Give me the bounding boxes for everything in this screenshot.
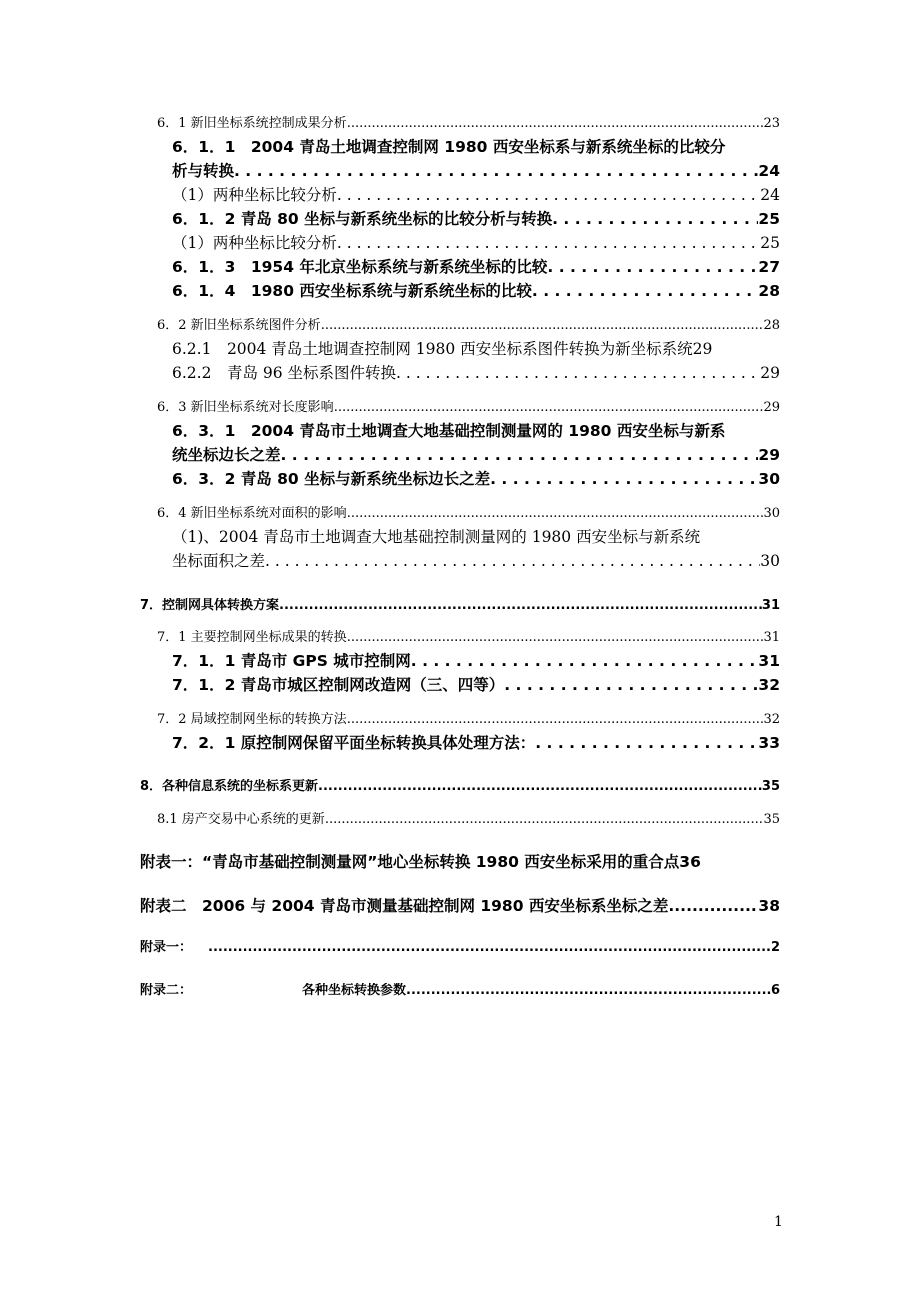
toc-title: 6.2.2 青岛 96 坐标系图件转换: [172, 364, 397, 382]
toc-entry-appendix-table-2[interactable]: [140, 896, 780, 916]
toc-leader: [547, 256, 758, 278]
toc-leader: [334, 400, 764, 416]
toc-leader: [411, 650, 759, 672]
toc-title: 6．1．4 1980 西安坐标系统与新系统坐标的比较: [172, 282, 532, 300]
toc-page: 30: [760, 552, 780, 570]
toc-leader: [279, 598, 762, 614]
toc-page: 29: [763, 400, 780, 415]
toc-leader: [347, 506, 764, 522]
toc-leader: [281, 444, 759, 466]
toc-leader: [347, 712, 764, 728]
toc-entry-6-2-1[interactable]: 6.2.1 2004 青岛土地调查控制网 1980 西安坐标系图件转换为新坐标系统29: [172, 340, 713, 358]
toc-entry-6-4-a-line1[interactable]: （1)、2004 青岛市土地调查大地基础控制测量网的 1980 西安坐标与新系统: [172, 528, 701, 546]
toc-entry-6-1-1[interactable]: [172, 160, 780, 182]
toc-leader: [347, 630, 764, 646]
toc-title: 6．2 新旧坐标系统图件分析: [157, 318, 321, 333]
toc-title: 7．1．2 青岛市城区控制网改造网（三、四等）: [172, 676, 505, 694]
toc-entry-6-1-1-line1[interactable]: 6．1．1 2004 青岛土地调查控制网 1980 西安坐标系与新系统坐标的比较分: [172, 138, 726, 156]
toc-entry-8[interactable]: [140, 779, 780, 795]
toc-entry-6-3-1[interactable]: [172, 444, 780, 466]
toc-entry-6-3-2[interactable]: [172, 468, 780, 490]
toc-entry-6-4-a[interactable]: [172, 550, 780, 572]
toc-page: 29: [760, 364, 780, 382]
toc-page: 23: [763, 116, 780, 131]
toc-title: 统坐标边长之差: [172, 446, 281, 464]
toc-page: 30: [763, 506, 780, 521]
toc-entry-appendix-2[interactable]: [140, 983, 780, 999]
toc-entry-7-2-1[interactable]: [172, 732, 780, 754]
toc-page: 27: [758, 258, 780, 276]
toc-page: 6: [770, 983, 780, 998]
toc-entry-6-3[interactable]: [157, 400, 780, 416]
toc-page: 28: [763, 318, 780, 333]
toc-leader: [406, 983, 771, 999]
toc-title: 7．1 主要控制网坐标成果的转换: [157, 630, 347, 645]
toc-title: 8.1 房产交易中心系统的更新: [157, 812, 325, 827]
toc-entry-6-1-4[interactable]: [172, 280, 780, 302]
toc-page: 33: [758, 734, 780, 752]
toc-title: 7．1．1 青岛市 GPS 城市控制网: [172, 652, 411, 670]
toc-leader: [552, 208, 758, 230]
toc-title: 附录二：: [140, 983, 193, 998]
page-number: 1: [774, 1214, 783, 1230]
toc-entry-8-1[interactable]: [157, 812, 780, 828]
toc-leader: [318, 779, 762, 795]
toc-title: 8．各种信息系统的坐标系更新: [140, 779, 319, 794]
toc-title: 6．1．2 青岛 80 坐标与新系统坐标的比较分析与转换: [172, 210, 553, 228]
toc-title: 6．1 新旧坐标系统控制成果分析: [157, 116, 347, 131]
toc-entry-6-1-3[interactable]: [172, 256, 780, 278]
toc-leader: [265, 550, 760, 572]
toc-entry-6-1-2-a[interactable]: [172, 232, 780, 254]
toc-page: 31: [763, 630, 780, 645]
toc-title: 6．4 新旧坐标系统对面积的影响: [157, 506, 347, 521]
toc-title: 附表二 2006 与 2004 青岛市测量基础控制网 1980 西安坐标系坐标之差: [140, 897, 669, 915]
toc-entry-appendix-table-1[interactable]: 附表一：“青岛市基础控制测量网”地心坐标转换 1980 西安坐标采用的重合点36: [140, 853, 701, 871]
toc-page: 2: [770, 940, 780, 955]
toc-page: 35: [761, 779, 780, 794]
toc-leader: [337, 184, 760, 206]
toc-page: 32: [763, 712, 780, 727]
toc-leader: [396, 362, 760, 384]
toc-page: 24: [760, 186, 780, 204]
toc-entry-appendix-1[interactable]: [140, 940, 780, 956]
toc-title: 6．3．2 青岛 80 坐标与新系统坐标边长之差: [172, 470, 491, 488]
toc-leader: [234, 160, 758, 182]
toc-leader: [535, 732, 758, 754]
toc-entry-6-1-1-a[interactable]: [172, 184, 780, 206]
toc-page: 38: [758, 897, 780, 915]
toc-entry-6-4[interactable]: [157, 506, 780, 522]
toc-entry-6-2[interactable]: [157, 318, 780, 334]
toc-leader: [504, 674, 758, 696]
toc-page: 28: [758, 282, 780, 300]
toc-leader: [321, 318, 764, 334]
toc-title: 7．控制网具体转换方案: [140, 598, 280, 613]
toc-page: 32: [758, 676, 780, 694]
toc-title-b: 各种坐标转换参数: [302, 983, 407, 998]
toc-entry-6-1[interactable]: [157, 116, 780, 132]
toc-title: 6．1．3 1954 年北京坐标系统与新系统坐标的比较: [172, 258, 548, 276]
toc-title: 附录一：: [140, 940, 193, 955]
toc-leader: [490, 468, 758, 490]
toc-page: 24: [758, 162, 780, 180]
toc-entry-6-1-2[interactable]: [172, 208, 780, 230]
toc-entry-7[interactable]: [140, 598, 780, 614]
toc-entry-7-1-1[interactable]: [172, 650, 780, 672]
toc-page: 25: [758, 210, 780, 228]
toc-title: 7．2．1 原控制网保留平面坐标转换具体处理方法：: [172, 734, 536, 752]
toc-title: （1）两种坐标比较分析: [172, 234, 337, 252]
toc-title: 析与转换: [172, 162, 235, 180]
toc-leader: [347, 116, 764, 132]
toc-title: 7．2 局域控制网坐标的转换方法: [157, 712, 347, 727]
toc-leader: [325, 812, 764, 828]
toc-leader: [532, 280, 759, 302]
toc-leader: [208, 940, 771, 956]
toc-entry-6-3-1-line1[interactable]: 6．3．1 2004 青岛市土地调查大地基础控制测量网的 1980 西安坐标与新系: [172, 422, 726, 440]
toc-page: 35: [763, 812, 780, 827]
toc-entry-7-2[interactable]: [157, 712, 780, 728]
toc-leader: [337, 232, 760, 254]
toc-title: 6．3 新旧坐标系统对长度影响: [157, 400, 334, 415]
toc-page: 30: [758, 470, 780, 488]
toc-entry-6-2-2[interactable]: [172, 362, 780, 384]
toc-leader: [668, 896, 758, 916]
toc-page: 31: [758, 652, 780, 670]
toc-page: 31: [761, 598, 780, 613]
toc-title: 坐标面积之差: [172, 552, 266, 570]
toc-title: （1）两种坐标比较分析: [172, 186, 337, 204]
toc-page: 25: [760, 234, 780, 252]
toc-page: 29: [758, 446, 780, 464]
toc-entry-7-1[interactable]: [157, 630, 780, 646]
toc-entry-7-1-2[interactable]: [172, 674, 780, 696]
